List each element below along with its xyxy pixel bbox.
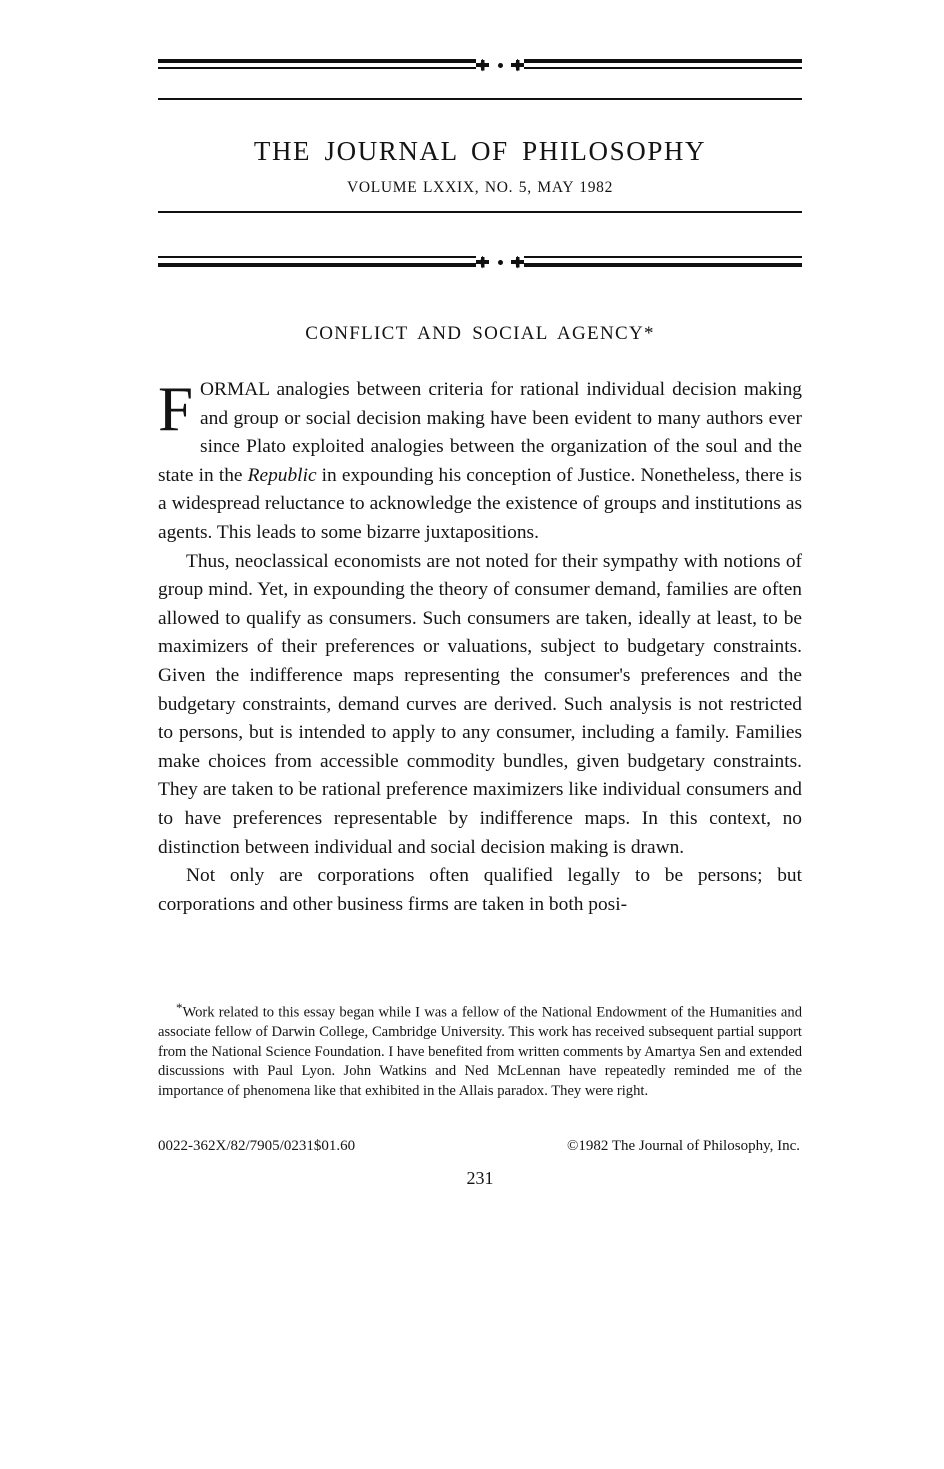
ornament-divider-top	[158, 56, 802, 74]
paragraph-2: Thus, neoclassical economists are not noted for their sympathy with notions of group mind. Yet, in expounding the theory of consumer demand, families are often allowed to qualify as consumers. Such consumers are taken, ideally at least, to be maximizers of their preferences or valuations, subject to budgetary constraints. Given the indifference maps representing the consumer's preferences and the budgetary constraints, demand curves are derived. Such analysis is not restricted to persons, but is intended to apply to any consumer, including a family. Families make choices from accessible commodity bundles, given budgetary constraints. They are taken to be rational preference maximizers like individual consumers and to have preferences representable by indifference maps. In this context, no distinction between individual and social decision making is drawn.	[158, 550, 802, 858]
ornament-rule-left-thick	[158, 263, 476, 267]
ornament-rule-right-thin	[524, 67, 802, 69]
ornament-divider-bottom	[158, 253, 802, 271]
footnote-marker: *	[176, 1000, 183, 1015]
maltese-cross-icon	[511, 59, 524, 72]
footnote-text	[158, 998, 802, 1102]
footnote-block	[158, 998, 802, 1102]
ornament-rule-left-thin	[158, 256, 476, 258]
copyright-line: ©1982 The Journal of Philosophy, Inc.	[566, 1138, 800, 1154]
ornament-rule-right-thick	[524, 59, 802, 63]
opening-caps: ORMAL	[200, 379, 270, 400]
paragraph-3: Not only are corporations often qualified legally to be persons; but corporations and other business firms are taken in both posi-	[158, 865, 802, 915]
article-title: CONFLICT AND SOCIAL AGENCY*	[305, 323, 655, 344]
masthead	[158, 136, 802, 167]
masthead-rule-upper	[158, 98, 802, 100]
paragraph-1	[158, 376, 802, 548]
journal-title: THE JOURNAL OF PHILOSOPHY	[253, 136, 707, 166]
paragraph-1-lead: analogies between criteria for rational individual decision making and group or social decision making have been evident to many authors ever since Plato exploited analogies between the organization of the soul and the state in the	[158, 379, 802, 486]
dot-icon	[498, 260, 503, 265]
ornament-rule-left-thick	[158, 59, 476, 63]
ornament-rule-right-thick	[524, 263, 802, 267]
drop-cap: F	[158, 374, 194, 444]
issn-line: 0022-362X/82/7905/0231$01.60	[158, 1138, 356, 1154]
masthead-rule-lower	[158, 211, 802, 213]
ornament-rule-left-thin	[158, 67, 476, 69]
colophon	[158, 1138, 802, 1155]
work-title-republic: Republic	[247, 464, 317, 486]
footnote-body: Work related to this essay began while I was a fellow of the National Endowment of the Humanities and associate fellow of Darwin College, Cambridge University. This work has received subsequent partial support from the National Science Foundation. I have benefited from written comments by Amartya Sen and extended discussions with Paul Lyon. John Watkins and Ned McLennan have repeatedly reminded me of the importance of phenomena like that exhibited in the Allais paradox. They were right.	[158, 1004, 802, 1099]
ornament-center-group	[476, 253, 524, 271]
ornament-rule-right-thin	[524, 256, 802, 258]
dot-icon	[498, 63, 503, 68]
maltese-cross-icon	[511, 256, 524, 269]
paragraph-1-tail: in expounding his conception of Justice. Nonetheless, there is a widespread reluctance to acknowledge the existence of groups and institutions as agents. This leads to some bizarre juxtapositions.	[158, 464, 802, 543]
ornament-center-group	[476, 56, 524, 74]
issue-line-wrap	[158, 179, 802, 197]
maltese-cross-icon	[476, 59, 489, 72]
article-body	[158, 376, 802, 919]
page-number: 231	[466, 1168, 494, 1188]
issue-line: VOLUME LXXIX, NO. 5, MAY 1982	[346, 179, 614, 196]
article-title-wrap	[158, 323, 802, 345]
maltese-cross-icon	[476, 256, 489, 269]
